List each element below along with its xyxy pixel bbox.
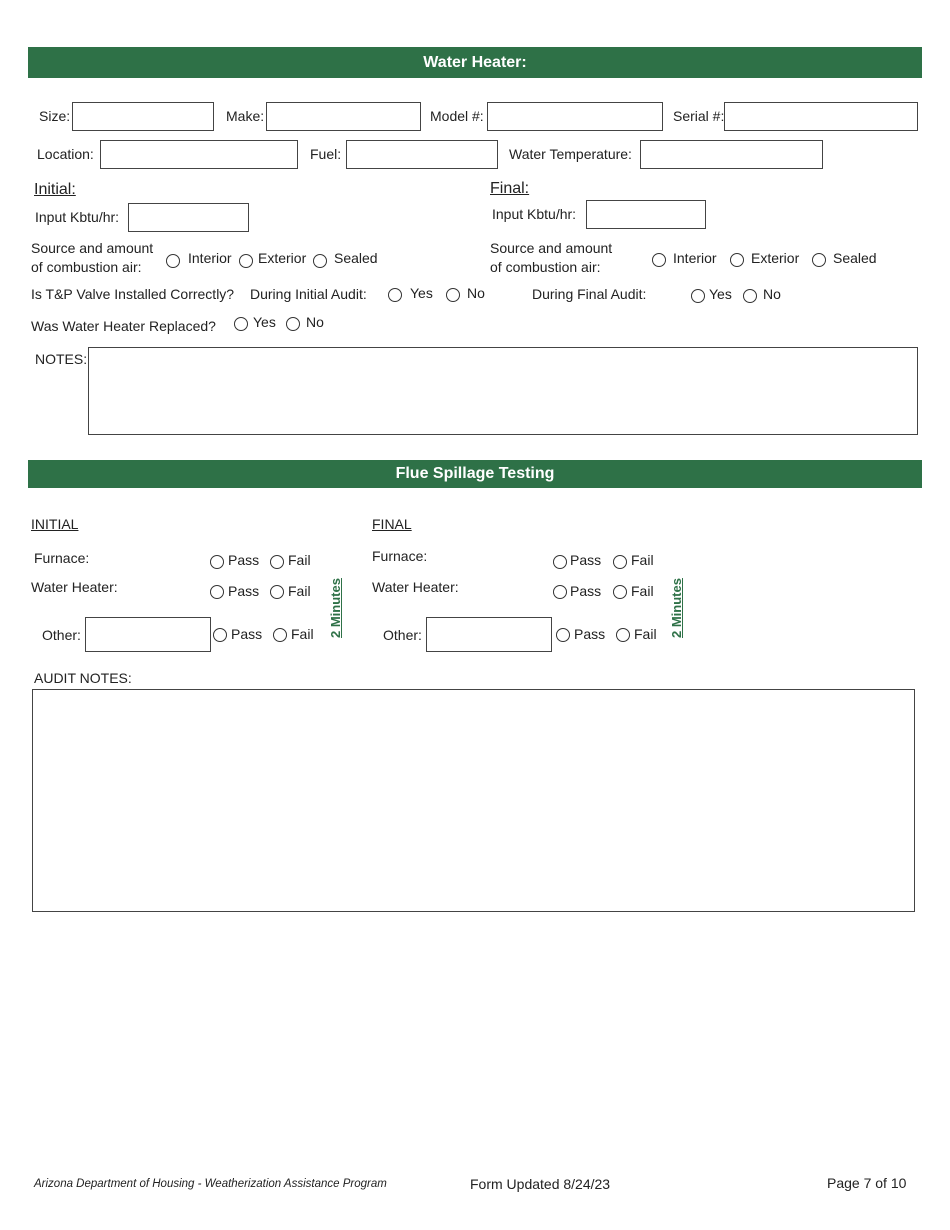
- initial-furnace-fail-label: Fail: [288, 552, 311, 568]
- water-heater-title: Water Heater:: [423, 54, 527, 71]
- replaced-no-radio[interactable]: [286, 317, 300, 331]
- location-input[interactable]: [100, 140, 298, 169]
- size-input[interactable]: [72, 102, 214, 131]
- final-furnace-fail-label: Fail: [631, 552, 654, 568]
- final-exterior-radio[interactable]: [730, 253, 744, 267]
- initial-other-fail-radio[interactable]: [273, 628, 287, 642]
- tp-initial-no-radio[interactable]: [446, 288, 460, 302]
- make-label: Make:: [226, 108, 265, 124]
- audit-notes-textarea[interactable]: [32, 689, 915, 912]
- initial-interior-radio[interactable]: [166, 254, 180, 268]
- initial-furnace-pass-radio[interactable]: [210, 555, 224, 569]
- flue-final-header: FINAL: [372, 516, 412, 532]
- initial-furnace-label: Furnace:: [34, 550, 90, 566]
- tp-question: Is T&P Valve Installed Correctly?: [31, 286, 235, 302]
- initial-other-input[interactable]: [85, 617, 211, 652]
- initial-furnace-pass-label: Pass: [228, 552, 260, 568]
- tp-initial-yes-radio[interactable]: [388, 288, 402, 302]
- tp-final-yes-radio[interactable]: [691, 289, 705, 303]
- serial-input[interactable]: [724, 102, 918, 131]
- final-duration-label: 2 Minutes: [669, 578, 684, 638]
- fuel-label: Fuel:: [310, 146, 342, 162]
- initial-furnace-fail-radio[interactable]: [270, 555, 284, 569]
- audit-notes-label: AUDIT NOTES:: [34, 670, 132, 686]
- final-wh-fail-label: Fail: [631, 583, 654, 599]
- size-label: Size:: [39, 108, 71, 124]
- final-wh-fail-radio[interactable]: [613, 585, 627, 599]
- tp-final-no-label: No: [763, 286, 781, 302]
- replaced-yes-radio[interactable]: [234, 317, 248, 331]
- final-sealed-radio[interactable]: [812, 253, 826, 267]
- final-other-input[interactable]: [426, 617, 552, 652]
- initial-wh-pass-label: Pass: [228, 583, 260, 599]
- final-wh-pass-radio[interactable]: [553, 585, 567, 599]
- initial-water-heater-label: Water Heater:: [31, 579, 118, 595]
- final-sealed-label: Sealed: [833, 250, 877, 266]
- final-input-kbtu-field[interactable]: [586, 200, 706, 229]
- model-input[interactable]: [487, 102, 663, 131]
- notes-textarea[interactable]: [88, 347, 918, 435]
- flue-initial-header: INITIAL: [31, 516, 79, 532]
- final-furnace-label: Furnace:: [372, 548, 428, 564]
- tp-initial-no-label: No: [467, 285, 485, 301]
- initial-wh-fail-label: Fail: [288, 583, 311, 599]
- initial-exterior-label: Exterior: [258, 250, 307, 266]
- final-furnace-pass-label: Pass: [570, 552, 602, 568]
- flue-spillage-banner: [28, 460, 922, 488]
- make-input[interactable]: [266, 102, 421, 131]
- initial-input-kbtu-field[interactable]: [128, 203, 249, 232]
- flue-spillage-title: Flue Spillage Testing: [395, 465, 555, 482]
- final-header: Final:: [490, 180, 530, 197]
- final-other-pass-label: Pass: [574, 626, 606, 642]
- fuel-input[interactable]: [346, 140, 498, 169]
- initial-other-label: Other:: [42, 627, 81, 643]
- initial-header: Initial:: [34, 181, 76, 198]
- during-final-label: During Final Audit:: [532, 286, 647, 302]
- final-other-fail-radio[interactable]: [616, 628, 630, 642]
- replaced-no-label: No: [306, 314, 324, 330]
- tp-initial-yes-label: Yes: [410, 285, 433, 301]
- initial-duration-label: 2 Minutes: [328, 578, 343, 638]
- initial-source-label-1: Source and amount: [31, 240, 154, 256]
- final-exterior-label: Exterior: [751, 250, 800, 266]
- initial-other-pass-radio[interactable]: [213, 628, 227, 642]
- initial-input-kbtu-label: Input Kbtu/hr:: [35, 209, 120, 225]
- final-other-label: Other:: [383, 627, 422, 643]
- serial-label: Serial #:: [673, 108, 725, 124]
- final-water-heater-label: Water Heater:: [372, 579, 459, 595]
- final-other-pass-radio[interactable]: [556, 628, 570, 642]
- final-interior-label: Interior: [673, 250, 717, 266]
- initial-interior-label: Interior: [188, 250, 232, 266]
- final-input-kbtu-label: Input Kbtu/hr:: [492, 206, 577, 222]
- initial-sealed-label: Sealed: [334, 250, 378, 266]
- tp-final-yes-label: Yes: [709, 286, 732, 302]
- initial-other-fail-label: Fail: [291, 626, 314, 642]
- final-source-label-1: Source and amount: [490, 240, 613, 256]
- final-furnace-pass-radio[interactable]: [553, 555, 567, 569]
- water-temp-input[interactable]: [640, 140, 823, 169]
- initial-wh-fail-radio[interactable]: [270, 585, 284, 599]
- footer-agency: Arizona Department of Housing - Weatherization Assistance Program: [34, 1178, 387, 1190]
- final-interior-radio[interactable]: [652, 253, 666, 267]
- initial-other-pass-label: Pass: [231, 626, 263, 642]
- initial-wh-pass-radio[interactable]: [210, 585, 224, 599]
- tp-final-no-radio[interactable]: [743, 289, 757, 303]
- final-wh-pass-label: Pass: [570, 583, 602, 599]
- location-label: Location:: [37, 146, 94, 162]
- footer-form-updated: Form Updated 8/24/23: [470, 1176, 611, 1192]
- water-temp-label: Water Temperature:: [509, 146, 632, 162]
- water-heater-banner: [28, 47, 922, 78]
- final-source-label-2: of combustion air:: [490, 259, 601, 275]
- initial-source-label-2: of combustion air:: [31, 259, 142, 275]
- final-furnace-fail-radio[interactable]: [613, 555, 627, 569]
- final-other-fail-label: Fail: [634, 626, 657, 642]
- footer-page-number: Page 7 of 10: [827, 1175, 907, 1191]
- replaced-question: Was Water Heater Replaced?: [31, 318, 216, 334]
- model-label: Model #:: [430, 108, 484, 124]
- initial-exterior-radio[interactable]: [239, 254, 253, 268]
- during-initial-label: During Initial Audit:: [250, 286, 367, 302]
- replaced-yes-label: Yes: [253, 314, 276, 330]
- notes-label: NOTES:: [35, 351, 88, 367]
- initial-sealed-radio[interactable]: [313, 254, 327, 268]
